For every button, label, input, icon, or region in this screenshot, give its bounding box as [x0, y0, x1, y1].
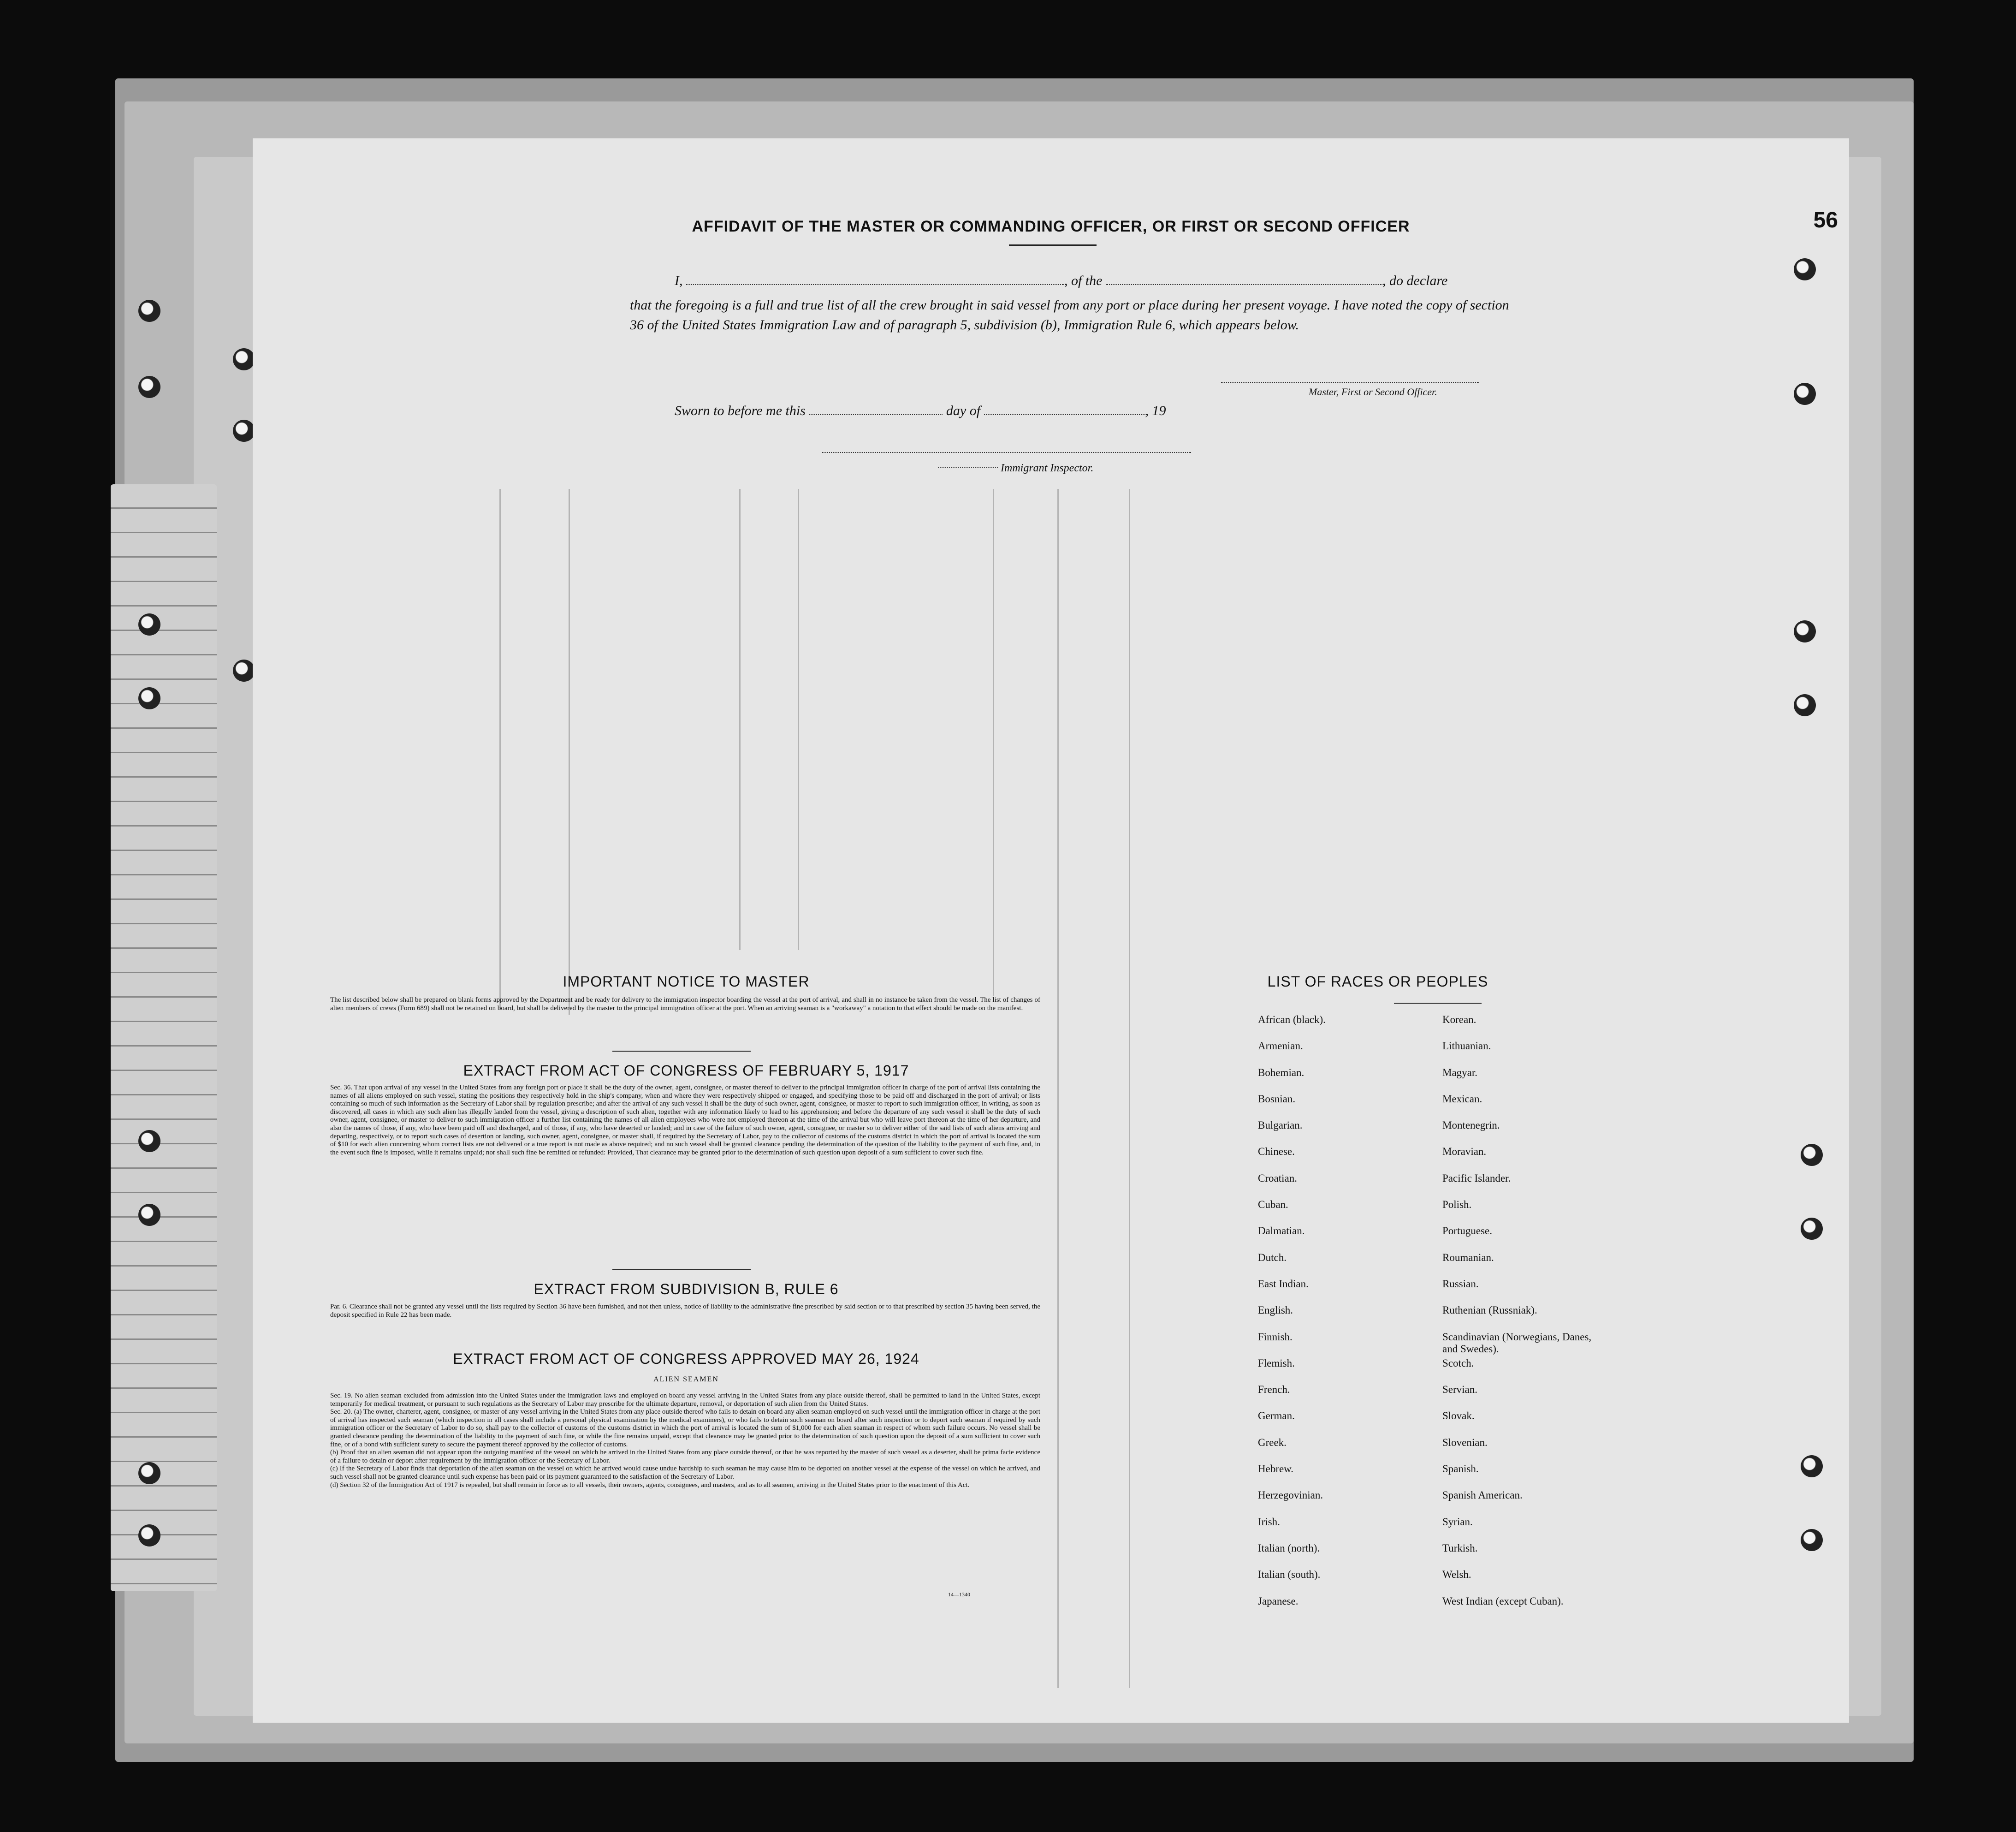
binder-ring-icon [138, 687, 160, 709]
races-title: LIST OF RACES OR PEOPLES [1267, 973, 1488, 990]
vessel-blank [1106, 275, 1382, 285]
binder-ring-icon [1801, 1218, 1823, 1240]
alien-seamen-subtitle: ALIEN SEAMEN [653, 1375, 719, 1383]
inspector-caption: Immigrant Inspector. [1001, 462, 1094, 474]
races-list-right [1442, 1014, 1599, 1622]
race-item: Scandinavian (Norwegians, Danes, and Swedes). [1442, 1331, 1592, 1355]
race-item: Syrian. [1442, 1516, 1473, 1528]
race-item: Portuguese. [1442, 1225, 1492, 1237]
column-rule [798, 489, 799, 950]
sec-20b: (b) Proof that an alien seaman did not appear upon the outgoing manifest of the vessel on which he arrived in the United States from any place outside thereof, or that he was reported by the master of such vessel as a deserter, shall be prima facie evidence of a failure to detain or deport after requirement by the immigration officer or the Secretary of Labor. [330, 1449, 1040, 1464]
binder-ring-icon [1794, 258, 1816, 280]
race-item: German. [1258, 1410, 1295, 1422]
race-item: Moravian. [1442, 1146, 1487, 1158]
race-item: Flemish. [1258, 1357, 1295, 1369]
binder-ring-icon [1794, 620, 1816, 642]
race-item: Lithuanian. [1442, 1040, 1491, 1052]
extract-rule6-title: EXTRACT FROM SUBDIVISION B, RULE 6 [534, 1281, 839, 1297]
affidavit-body: that the foregoing is a full and true list of all the crew brought in said vessel from any port or place during her present voyage. I have noted the copy of section 36 of the United States Immigration Law and of paragraph 5, subdivision (b), Immigration Rule 6, which appears below. [630, 297, 1509, 333]
column-rule [739, 489, 741, 950]
race-item: Slovenian. [1442, 1436, 1488, 1448]
races-list-left [1258, 1014, 1326, 1622]
extract-1917-text: Sec. 36. That upon arrival of any vessel in the United States from any foreign port or place it shall be the duty of the owner, agent, consignee, or master thereof to deliver to the principal immigration officer in charge of the port of arrival lists containing the names of all aliens employed on such vessel, stating the positions they respectively hold in the ship's company, when and where they were respectively shipped or engaged, and specifying those to be paid off and discharged in the port of arrival; or lists containing so much of such information as the Secretary of Labor shall by regulation prescribe; and after the arrival of any such vessel it shall be the duty of such owner, agent, consignee, or master to report to such immigration officer, in writing, as soon as discovered, all cases in which any such alien has illegally landed from the vessel, giving a description of such alien, together with any information likely to lead to his apprehension; and before the departure of any such vessel it shall be the duty of such owner, agent, consignee, or master to deliver to such immigration officer a further list containing the names of all alien employees who were not employed thereon at the time of the arrival but who will leave port thereon at the time of her departure, and also the names of those, if any, who have been paid off and discharged, and of those, if any, who have deserted or landed; and in case of the failure of such owner, agent, consignee, or master so to deliver either of the said lists of such aliens arriving and departing, respectively, or to report such cases of desertion or landing, such owner, agent, consignee, or master shall, if required by the Secretary of Labor, pay to the collector of customs of the customs district in which the port of arrival is located the sum of $10 for each alien concerning whom correct lists are not delivered or a true report is not made as above required; and no such vessel shall be granted clearance pending the determination of the question of the liability to the payment of such fine, and, in the event such fine is imposed, while it remains unpaid; nor shall such fine be remitted or refunded: Provided, That clearance may be granted prior to the determination of such question upon deposit of a sum sufficient to cover such fine. [330, 1084, 1040, 1156]
affidavit-declaration-line [675, 273, 1447, 289]
extract-1924-title: EXTRACT FROM ACT OF CONGRESS APPROVED MAY 26, 1924 [453, 1350, 919, 1367]
race-item: Japanese. [1258, 1595, 1299, 1607]
section-rule [612, 1269, 751, 1270]
binder-ring-icon [138, 1130, 160, 1152]
race-item: Montenegrin. [1442, 1119, 1500, 1131]
binder-ring-icon [138, 376, 160, 398]
notice-text: The list described below shall be prepared on blank forms approved by the Department and be ready for delivery to the immigration inspector boarding the vessel at the port of arrival, and shall in no instance be taken from the vessel. The list of changes of alien members of crews (Form 689) shall not be retained on board, but shall be delivered by the master to the principal immigration officer at the port. When an arriving seaman is a "workaway" a notation to that effect should be made on the manifest. [330, 996, 1040, 1012]
affidavit-of-the: , of the [1064, 273, 1103, 288]
affidavit-declare: , do declare [1382, 273, 1448, 288]
race-item: Bohemian. [1258, 1066, 1304, 1078]
extract-rule6-text: Par. 6. Clearance shall not be granted any vessel until the lists required by Section 36 have been furnished, and not then unless, notice of liability to the administrative fine prescribed by said section or to that prescribed by section 35 having been served, the deposit specified in Rule 22 has been made. [330, 1303, 1040, 1319]
sec-20a: Sec. 20. (a) The owner, charterer, agent, consignee, or master of any vessel arriving in the United States from any place outside thereof who fails to detain on board any alien seaman employed on such vessel until the immigration officer in charge at the port of arrival has inspected such seaman (which inspection in all cases shall include a personal physical examination by the medical examiners), or who fails to detain such seaman on board after such inspection or to deport such seaman if required by such immigration officer or the Secretary of Labor to do so, shall pay to the collector of customs of the customs district in which the port of arrival is located the sum of $1,000 for each alien seaman in respect of whom such failure occurs. No vessel shall be granted clearance pending the determination of the liability to the payment of such fine, or while the fine remains unpaid, except that clearance may be granted prior to the determination of such question upon the deposit of a sum sufficient to cover such fine, or of a bond with sufficient surety to secure the payment thereof approved by the collector of customs. [330, 1408, 1040, 1448]
race-item: Irish. [1258, 1516, 1280, 1528]
race-item: Spanish American. [1442, 1489, 1523, 1501]
column-rule [1057, 489, 1059, 1688]
binder-ring-icon [138, 1204, 160, 1226]
column-rule [993, 489, 994, 996]
binder-ring-icon [138, 613, 160, 636]
race-item: Polish. [1442, 1199, 1472, 1211]
race-item: Dutch. [1258, 1251, 1287, 1263]
extract-1924-sections [330, 1392, 1040, 1489]
race-item: Roumanian. [1442, 1251, 1494, 1263]
inspector-signature-line [822, 452, 1191, 453]
race-item: Korean. [1442, 1014, 1476, 1025]
column-rule [499, 489, 501, 1010]
race-item: Russian. [1442, 1278, 1479, 1290]
affidavit-title: AFFIDAVIT OF THE MASTER OR COMMANDING OFFICER, OR FIRST OR SECOND OFFICER [692, 218, 1410, 235]
race-item: Cuban. [1258, 1199, 1288, 1211]
inspector-leader-line [938, 467, 998, 468]
races-rule [1394, 1003, 1482, 1004]
race-item: Bosnian. [1258, 1093, 1296, 1105]
sworn-prefix: Sworn to before me this [675, 403, 806, 418]
column-rule [569, 489, 570, 1015]
race-item: Turkish. [1442, 1542, 1478, 1554]
race-item: Slovak. [1442, 1410, 1475, 1422]
race-item: Scotch. [1442, 1357, 1474, 1369]
race-item: Pacific Islander. [1442, 1172, 1511, 1184]
sworn-line [675, 403, 1166, 419]
binder-ring-icon [233, 420, 255, 442]
sworn-day-of: day of [946, 403, 981, 418]
month-blank [984, 405, 1145, 415]
race-item: Greek. [1258, 1436, 1287, 1448]
race-item: East Indian. [1258, 1278, 1309, 1290]
binder-ring-icon [1794, 383, 1816, 405]
binder-ring-icon [1794, 694, 1816, 716]
race-item: Bulgarian. [1258, 1119, 1303, 1131]
sec-20c: (c) If the Secretary of Labor finds that deportation of the alien seaman on the vessel on which he arrived would cause undue hardship to such seaman he may cause him to be deported on another vessel at the expense of the vessel on which he arrived, and such vessel shall not be granted clearance until such expense has been paid or its payment guaranteed to the satisfaction of the Secretary of Labor. [330, 1465, 1040, 1481]
page-number: 56 [1813, 208, 1838, 232]
signature-line [1221, 382, 1479, 383]
race-item: Spanish. [1442, 1463, 1479, 1475]
race-item: Finnish. [1258, 1331, 1293, 1343]
title-rule [1009, 244, 1097, 246]
binder-ring-icon [138, 300, 160, 322]
race-item: Magyar. [1442, 1066, 1478, 1078]
binder-ring-icon [1801, 1144, 1823, 1166]
race-item: Croatian. [1258, 1172, 1297, 1184]
notice-title: IMPORTANT NOTICE TO MASTER [563, 973, 810, 990]
binder-ring-icon [1801, 1455, 1823, 1477]
sec-19: Sec. 19. No alien seaman excluded from admission into the United States under the immigration laws and employed on board any vessel arriving in the United States from any place outside thereof, shall be permitted to land in the United States, except temporarily for medical treatment, or pursuant to such regulations as the Secretary of Labor may prescribe for the ultimate departure, removal, or deportation of such alien from the United States. [330, 1392, 1040, 1408]
race-item: Hebrew. [1258, 1463, 1294, 1475]
race-item: English. [1258, 1304, 1293, 1316]
name-blank [686, 275, 1064, 285]
extract-1917-title: EXTRACT FROM ACT OF CONGRESS OF FEBRUARY 5, 1917 [463, 1062, 909, 1079]
race-item: Italian (north). [1258, 1542, 1320, 1554]
race-item: Chinese. [1258, 1146, 1295, 1158]
binder-ring-icon [1801, 1529, 1823, 1551]
day-blank [809, 405, 943, 415]
race-item: French. [1258, 1384, 1290, 1396]
race-item: Dalmatian. [1258, 1225, 1305, 1237]
race-item: Herzegovinian. [1258, 1489, 1323, 1501]
binder-ring-icon [233, 348, 255, 370]
affidavit-i: I, [675, 273, 683, 288]
race-item: Mexican. [1442, 1093, 1482, 1105]
race-item: West Indian (except Cuban). [1442, 1595, 1564, 1607]
race-item: Armenian. [1258, 1040, 1303, 1052]
signature-caption: Master, First or Second Officer. [1309, 386, 1437, 398]
race-item: African (black). [1258, 1014, 1326, 1025]
binder-ring-icon [138, 1524, 160, 1546]
binder-ring-icon [138, 1462, 160, 1484]
sworn-year: , 19 [1145, 403, 1166, 418]
form-number: 14—1340 [948, 1591, 970, 1598]
race-item: Italian (south). [1258, 1569, 1321, 1581]
sec-20d: (d) Section 32 of the Immigration Act of 1917 is repealed, but shall remain in force as to all vessels, their owners, agents, consignees, and masters, and as to all seamen, arriving in the United States prior to the enactment of this Act. [330, 1481, 970, 1489]
ruled-page-edge [111, 484, 217, 1591]
race-item: Ruthenian (Russniak). [1442, 1304, 1537, 1316]
column-rule [1129, 489, 1130, 1688]
section-rule [612, 1051, 751, 1052]
binder-ring-icon [233, 660, 255, 682]
race-item: Servian. [1442, 1384, 1478, 1396]
manifest-page [253, 138, 1849, 1723]
race-item: Welsh. [1442, 1569, 1471, 1581]
